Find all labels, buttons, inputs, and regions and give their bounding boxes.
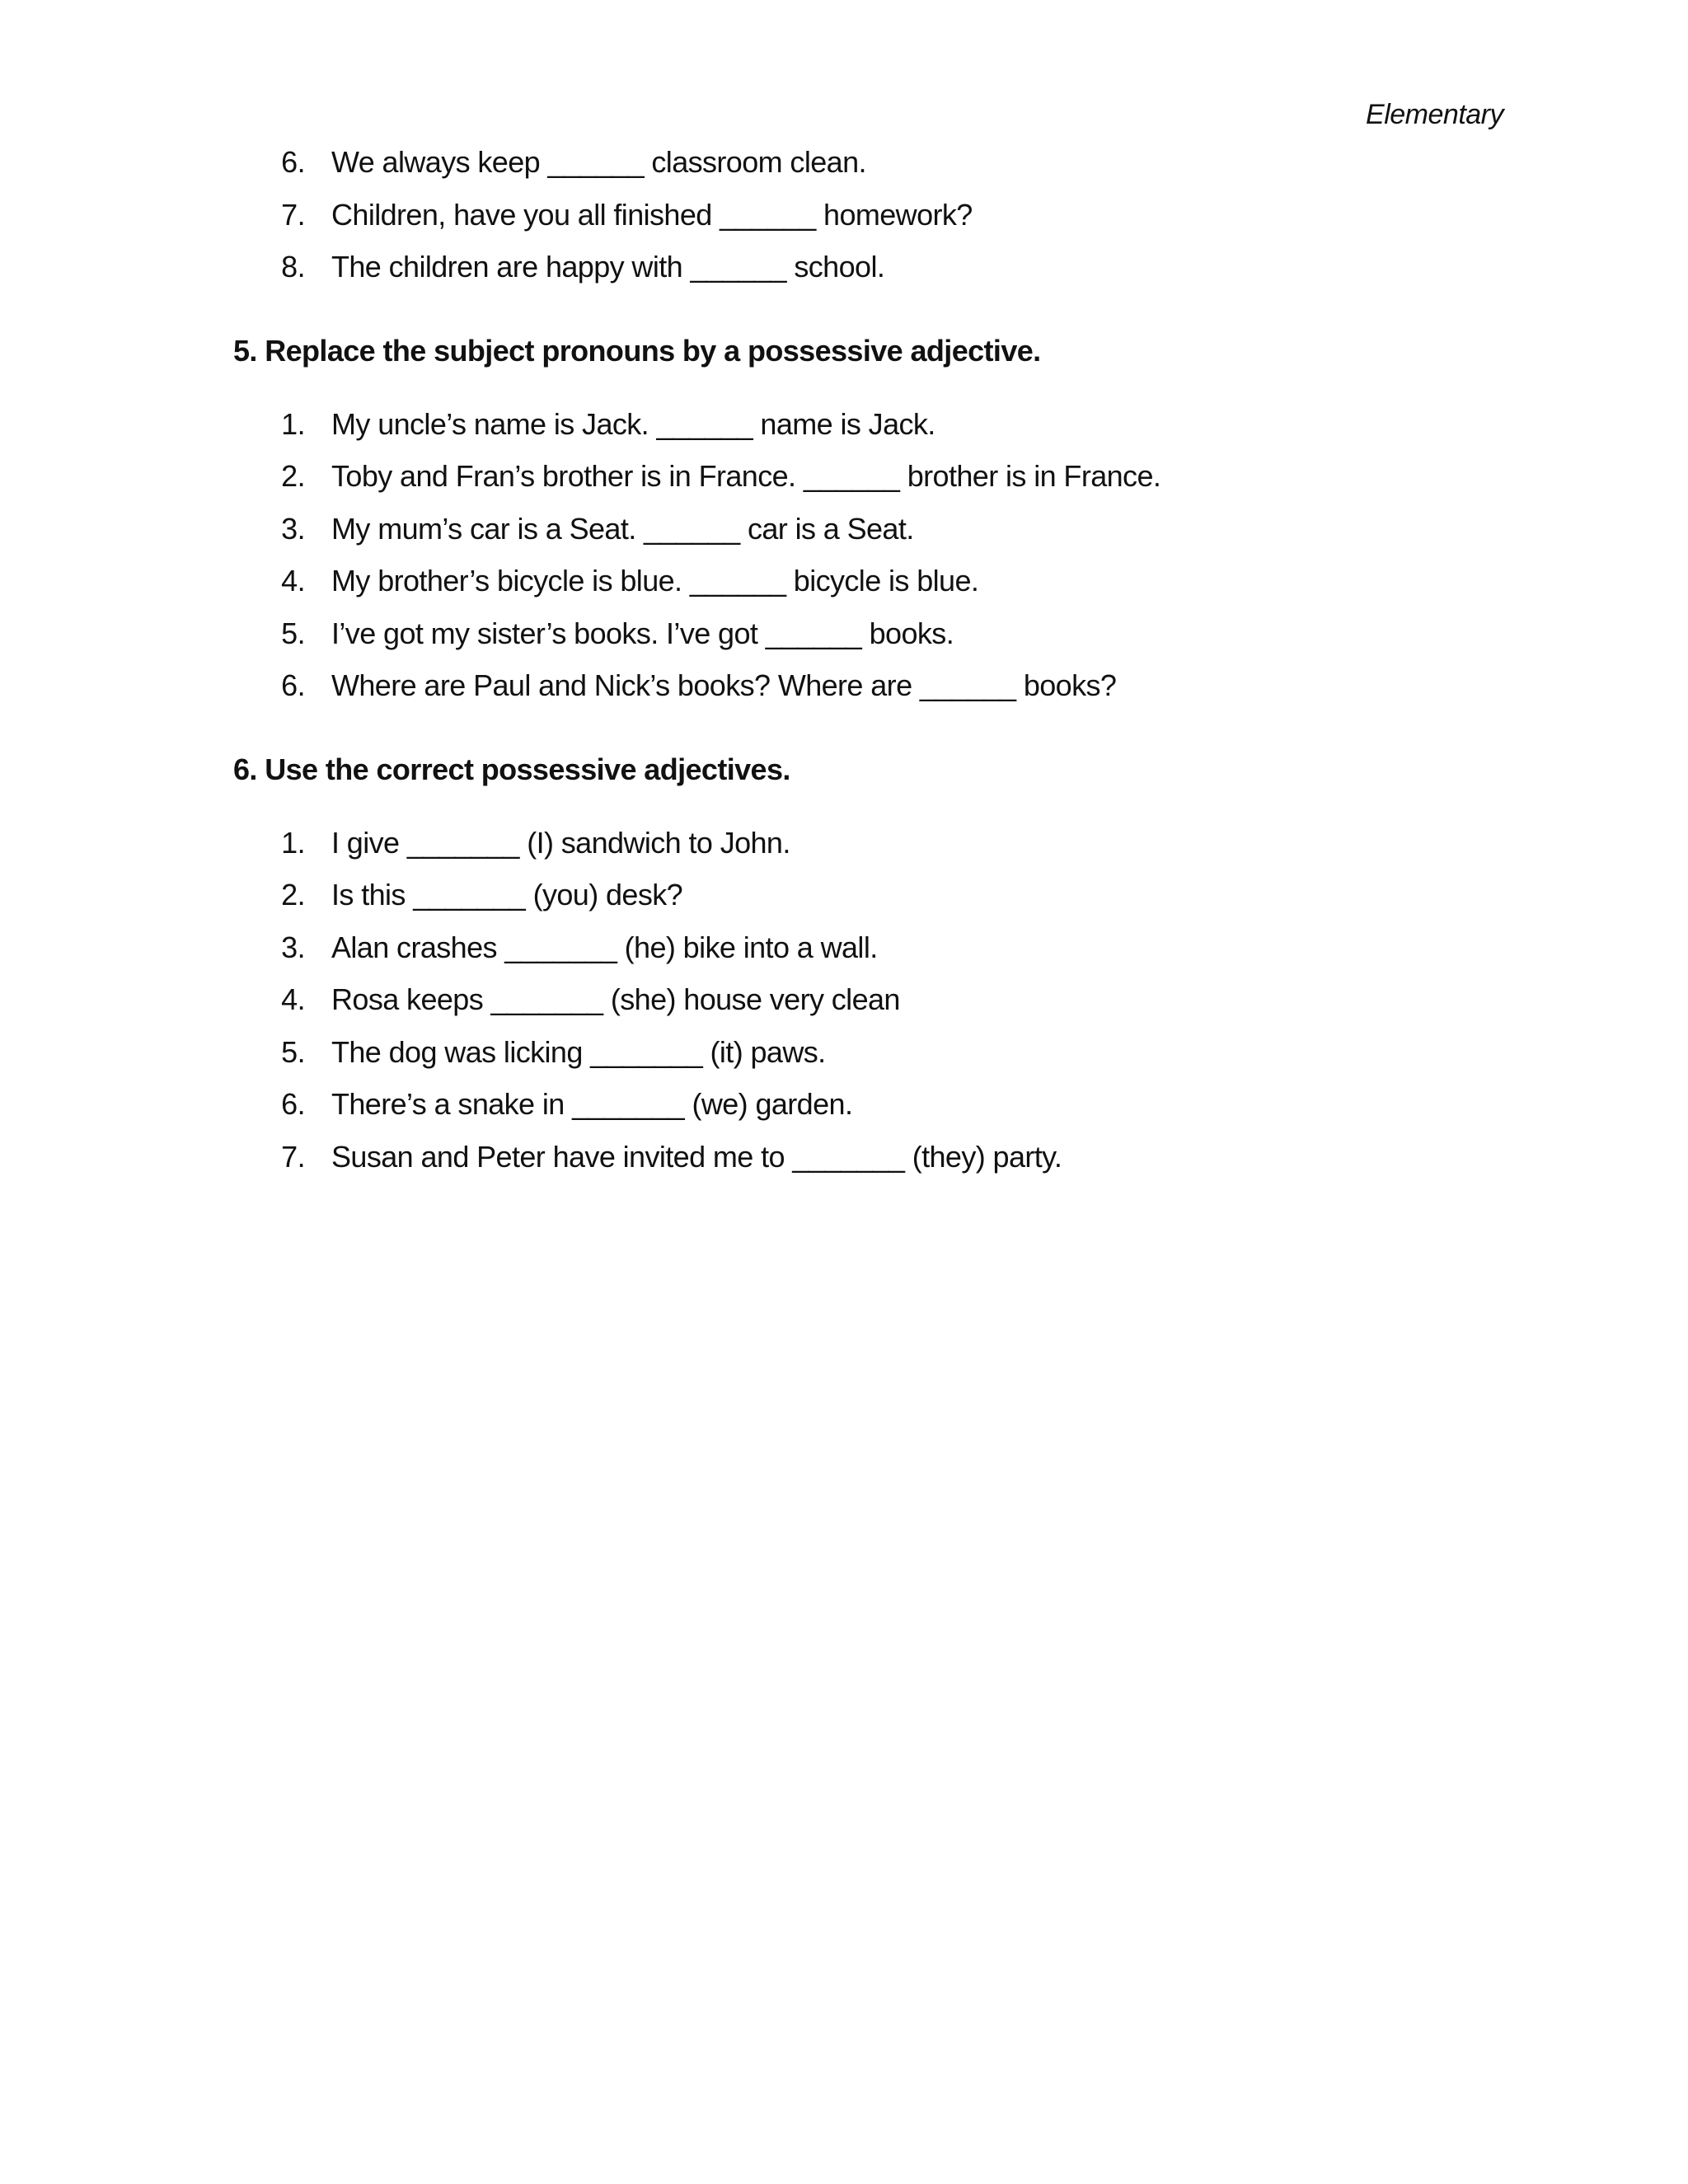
item-text: The dog was licking _______ (it) paws.	[331, 1034, 826, 1069]
item-text: We always keep ______ classroom clean.	[331, 145, 866, 179]
item-number: 5.	[281, 1034, 305, 1069]
list-item	[233, 668, 1552, 721]
item-text: I’ve got my sister’s books. I’ve got ______ books.	[331, 616, 954, 650]
item-number: 2.	[281, 878, 305, 912]
item-text: My uncle’s name is Jack. ______ name is Jack.	[331, 406, 935, 441]
item-text: Is this _______ (you) desk?	[331, 878, 683, 912]
item-number: 6.	[281, 1087, 305, 1121]
item-text: Susan and Peter have invited me to _______ (they) party.	[331, 1139, 1062, 1174]
list-item	[233, 930, 1552, 983]
item-text: I give _______ (I) sandwich to John.	[331, 825, 790, 860]
item-number: 1.	[281, 825, 305, 860]
list-item	[233, 198, 1552, 251]
section-5-title: 5. Replace the subject pronouns by a possessive adjective.	[233, 333, 1041, 368]
list-item	[233, 1035, 1552, 1088]
list-item	[233, 564, 1552, 616]
item-number: 5.	[281, 616, 305, 650]
item-number: 4.	[281, 982, 305, 1016]
list-item	[233, 1140, 1552, 1193]
section-6-title: 6. Use the correct possessive adjectives.	[233, 752, 790, 786]
item-number: 4.	[281, 564, 305, 598]
list-item	[233, 459, 1552, 512]
item-text: The children are happy with ______ school.	[331, 250, 885, 284]
list-item	[233, 878, 1552, 930]
item-text: There’s a snake in _______ (we) garden.	[331, 1087, 853, 1121]
list-item	[233, 826, 1552, 879]
item-text: Children, have you all finished ______ homework?	[331, 197, 973, 232]
list-item	[233, 982, 1552, 1035]
item-number: 7.	[281, 197, 305, 232]
item-text: My brother’s bicycle is blue. ______ bicycle is blue.	[331, 564, 979, 598]
level-label: Elementary	[1366, 99, 1503, 130]
item-text: Rosa keeps _______ (she) house very clean	[331, 982, 900, 1016]
list-item	[233, 407, 1552, 460]
list-item	[233, 616, 1552, 669]
item-text: My mum’s car is a Seat. ______ car is a Seat.	[331, 511, 914, 546]
item-number: 8.	[281, 250, 305, 284]
item-number: 7.	[281, 1139, 305, 1174]
list-item	[233, 145, 1552, 198]
item-text: Alan crashes _______ (he) bike into a wall.	[331, 930, 878, 964]
item-number: 3.	[281, 930, 305, 964]
list-item	[233, 250, 1552, 302]
list-item	[233, 512, 1552, 565]
list-item	[233, 1087, 1552, 1140]
item-number: 3.	[281, 511, 305, 546]
item-number: 1.	[281, 406, 305, 441]
item-number: 6.	[281, 668, 305, 702]
item-number: 2.	[281, 459, 305, 493]
item-text: Where are Paul and Nick’s books? Where are ______ books?	[331, 668, 1117, 702]
item-number: 6.	[281, 145, 305, 179]
item-text: Toby and Fran’s brother is in France. ______ brother is in France.	[331, 459, 1161, 493]
continued-exercise-list	[233, 145, 1552, 302]
section-5-list	[233, 407, 1552, 721]
worksheet-content	[233, 145, 1552, 1192]
section-6-list	[233, 826, 1552, 1193]
